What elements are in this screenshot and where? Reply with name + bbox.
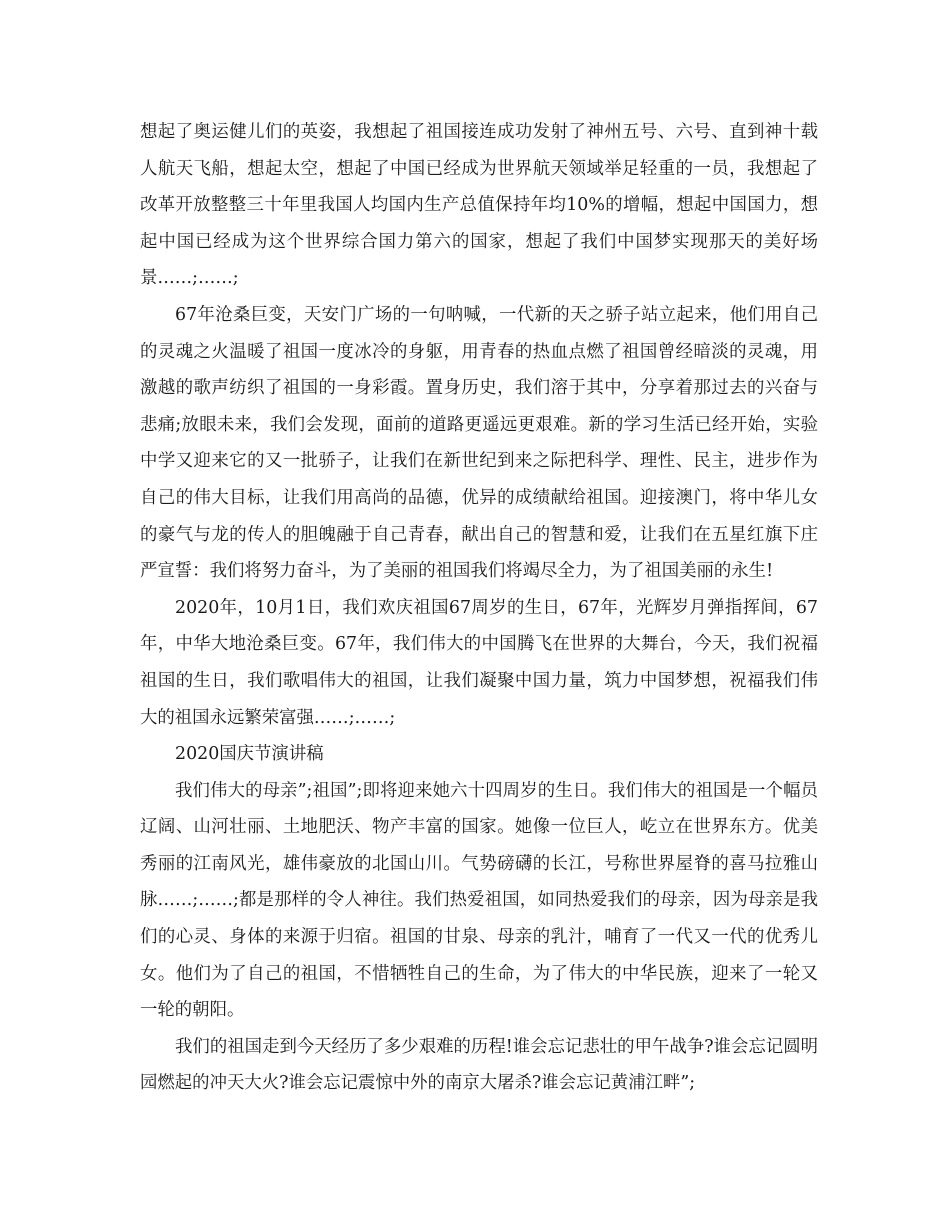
paragraph-history: 我们的祖国走到今天经历了多少艰难的历程!谁会忘记悲壮的甲午战争?谁会忘记圆明园燃起的冲天大火?谁会忘记震惊中外的南京大屠杀?谁会忘记黄浦江畔”; xyxy=(140,1036,818,1094)
paragraph-2020-celebration: 2020年，10月1日，我们欢庆祖国67周岁的生日，67年，光辉岁月弹指挥间，67年，中华大地沧桑巨变。67年，我们伟大的中国腾飞在世界的大舞台，今天，我们祝福祖国的生日，我们歌唱伟大的祖国，让我们凝聚中国力量，筑力中国梦想，祝福我们伟大的祖国永远繁荣富强……;……; xyxy=(140,597,818,728)
paragraph-67-years: 67年沧桑巨变，天安门广场的一句呐喊，一代新的天之骄子站立起来，他们用自己的灵魂之火温暖了祖国一度冰冷的身躯，用青春的热血点燃了祖国曾经暗淡的灵魂，用激越的歌声纺织了祖国的一身彩霞。置身历史，我们溶于其中，分享着那过去的兴奋与悲痛;放眼未来，我们会发现，面前的道路更遥远更艰难。新的学习生活已经开始，实验中学又迎来它的又一批骄子，让我们在新世纪到来之际把科学、理性、民主，进步作为自己的伟大目标，让我们用高尚的品德，优异的成绩献给祖国。迎接澳门，将中华儿女的豪气与龙的传人的胆魄融于自己青春，献出自己的智慧和爱，让我们在五星红旗下庄严宣誓：我们将努力奋斗，为了美丽的祖国我们将竭尽全力，为了祖国美丽的永生! xyxy=(140,304,818,582)
paragraph-motherland: 我们伟大的母亲”;祖国”;即将迎来她六十四周岁的生日。我们伟大的祖国是一个幅员辽阔、山河壮丽、土地肥沃、物产丰富的国家。她像一位巨人，屹立在世界东方。优美秀丽的江南风光，雄伟豪放的北国山川。气势磅礴的长江，号称世界屋脊的喜马拉雅山脉……;……;都是那样的令人神往。我们热爱祖国，如同热爱我们的母亲，因为母亲是我们的心灵、身体的来源于归宿。祖国的甘泉、母亲的乳汁，哺育了一代又一代的优秀儿女。他们为了自己的祖国，不惜牺牲自己的生命，为了伟大的中华民族，迎来了一轮又一轮的朝阳。 xyxy=(140,780,818,1021)
section-heading: 2020国庆节演讲稿 xyxy=(175,744,324,765)
paragraph-continued: 想起了奥运健儿们的英姿，我想起了祖国接连成功发射了神州五号、六号、直到神十载人航天飞船，想起太空，想起了中国已经成为世界航天领域举足轻重的一员，我想起了改革开放整整三十年里我国人均国内生产总值保持年均10%的增幅，想起中国国力，想起中国已经成为这个世界综合国力第六的国家，想起了我们中国梦实现那天的美好场景……;……; xyxy=(140,122,818,289)
